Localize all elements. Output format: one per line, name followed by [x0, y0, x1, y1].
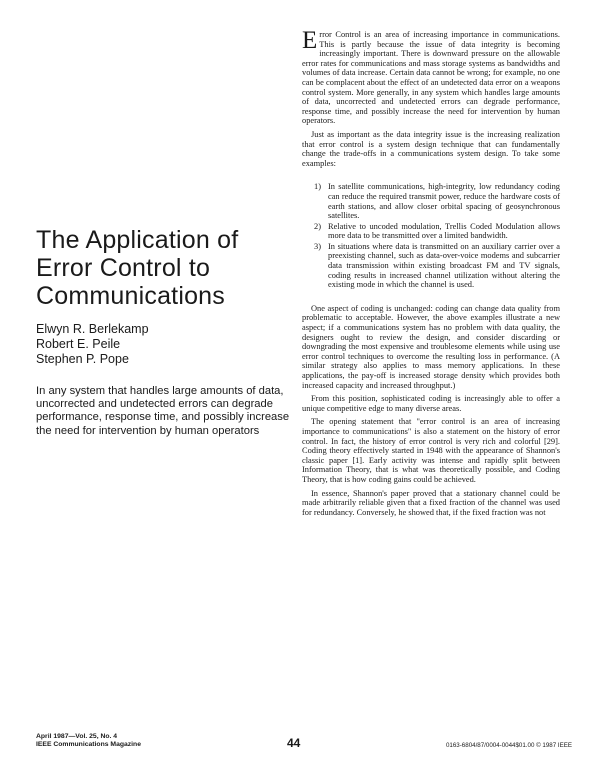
body-paragraph: In essence, Shannon's paper proved that a stationary channel could be made arbitrarily reliable given that a fixed fraction of the channel was used for redundancy. Conversely, he showed that, if the fixed fraction was not — [302, 488, 560, 517]
author-name: Robert E. Peile — [36, 337, 121, 351]
title-line: The Application of — [36, 226, 239, 254]
list-text: In satellite communications, high-integrity, low redundancy coding can reduce the required transmit power, reduce the hardware costs of earth stations, and allow closer orbital spacing of geosynchronous satellites. — [328, 182, 560, 221]
body-paragraph: One aspect of coding is unchanged: coding can change data quality from problematic to acceptable. However, the above examples illustrate a new aspect; if a communications system has no problem with data quality, the designers ought to review the design, and consider discarding or downgrading the most expensive and troublesome elements while using use error control techniques to overcome the resulting loss in performance. (A similar strategy also applies to mass memory applications. In these applications, the pay-off is increased storage density which provides both increased capacity and increased throughput.) — [302, 303, 560, 390]
author-name: Stephen P. Pope — [36, 352, 129, 366]
list-item — [314, 182, 560, 221]
author-list — [36, 322, 286, 367]
body-column — [302, 27, 560, 521]
page-number: 44 — [287, 736, 301, 750]
intro-text: rror Control is an area of increasing importance in communications. This is partly because the issue of data integrity is becoming increasingly important. There is downward pressure on the allowable error rates for communications and mass storage systems as bandwidths and volumes of data increase. Certain data cannot be wrong; for example, no one can be complacent about the effect of an undetected data error on a weapons control system. More generally, in any system which handles large amounts of data, uncorrected and undetected errors can degrade performance, response time, and possibly increase the need for intervention by human operators. — [302, 30, 560, 126]
title-line: Communications — [36, 282, 225, 310]
copyright-notice: 0163-6804/87/0004-0044$01.00 © 1987 IEEE — [445, 742, 572, 749]
body-paragraph: The opening statement that "error control is an area of increasing importance to communications" is also a statement on the history of error control. In fact, the history of error control is very rich and colorful [29]. Coding theory effectively started in 1948 with the appearance of Shannon's classic paper [1]. Early activity was intense and rapidly split between Information Theory, that is what was theoretically possible, and Coding Theory, that is how coding gains could be achieved. — [302, 417, 560, 484]
body-paragraph: Just as important as the data integrity issue is the increasing realization that error control is a system design technique that can fundamentally change the trade-offs in a communications system design. To take some examples: — [302, 129, 560, 168]
title-line: Error Control to — [36, 254, 211, 282]
abstract-summary: In any system that handles large amounts of data, uncorrected and undetected errors can degrade performance, response time, and possibly increase the need for intervention by human operators — [36, 385, 290, 437]
issue-info — [36, 733, 141, 749]
list-text: In situations where data is transmitted on an auxiliary carrier over a preexisting channel, such as data-over-voice modems and subcarrier data transmission within existing broadcast FM and TV signals, coding results in increased channel utilization without altering the existing mode in which the channel is used. — [328, 241, 560, 290]
magazine-name: IEEE Communications Magazine — [36, 741, 141, 748]
list-text: Relative to uncoded modulation, Trellis Coded Modulation allows more data to be transmitted over a limited bandwidth. — [328, 221, 560, 241]
list-number: 3) — [314, 241, 321, 251]
list-number: 1) — [314, 182, 321, 192]
article-title — [36, 226, 286, 310]
issue-date: April 1987—Vol. 25, No. 4 — [36, 733, 118, 740]
drop-cap: E — [302, 27, 318, 54]
list-item — [314, 221, 560, 241]
author-name: Elwyn R. Berlekamp — [36, 322, 149, 336]
list-number: 2) — [314, 221, 321, 231]
body-paragraph: From this position, sophisticated coding is increasingly able to offer a unique competitive edge to many diverse areas. — [302, 394, 560, 413]
list-item — [314, 241, 560, 290]
examples-list — [302, 182, 560, 290]
intro-paragraph — [302, 27, 560, 126]
